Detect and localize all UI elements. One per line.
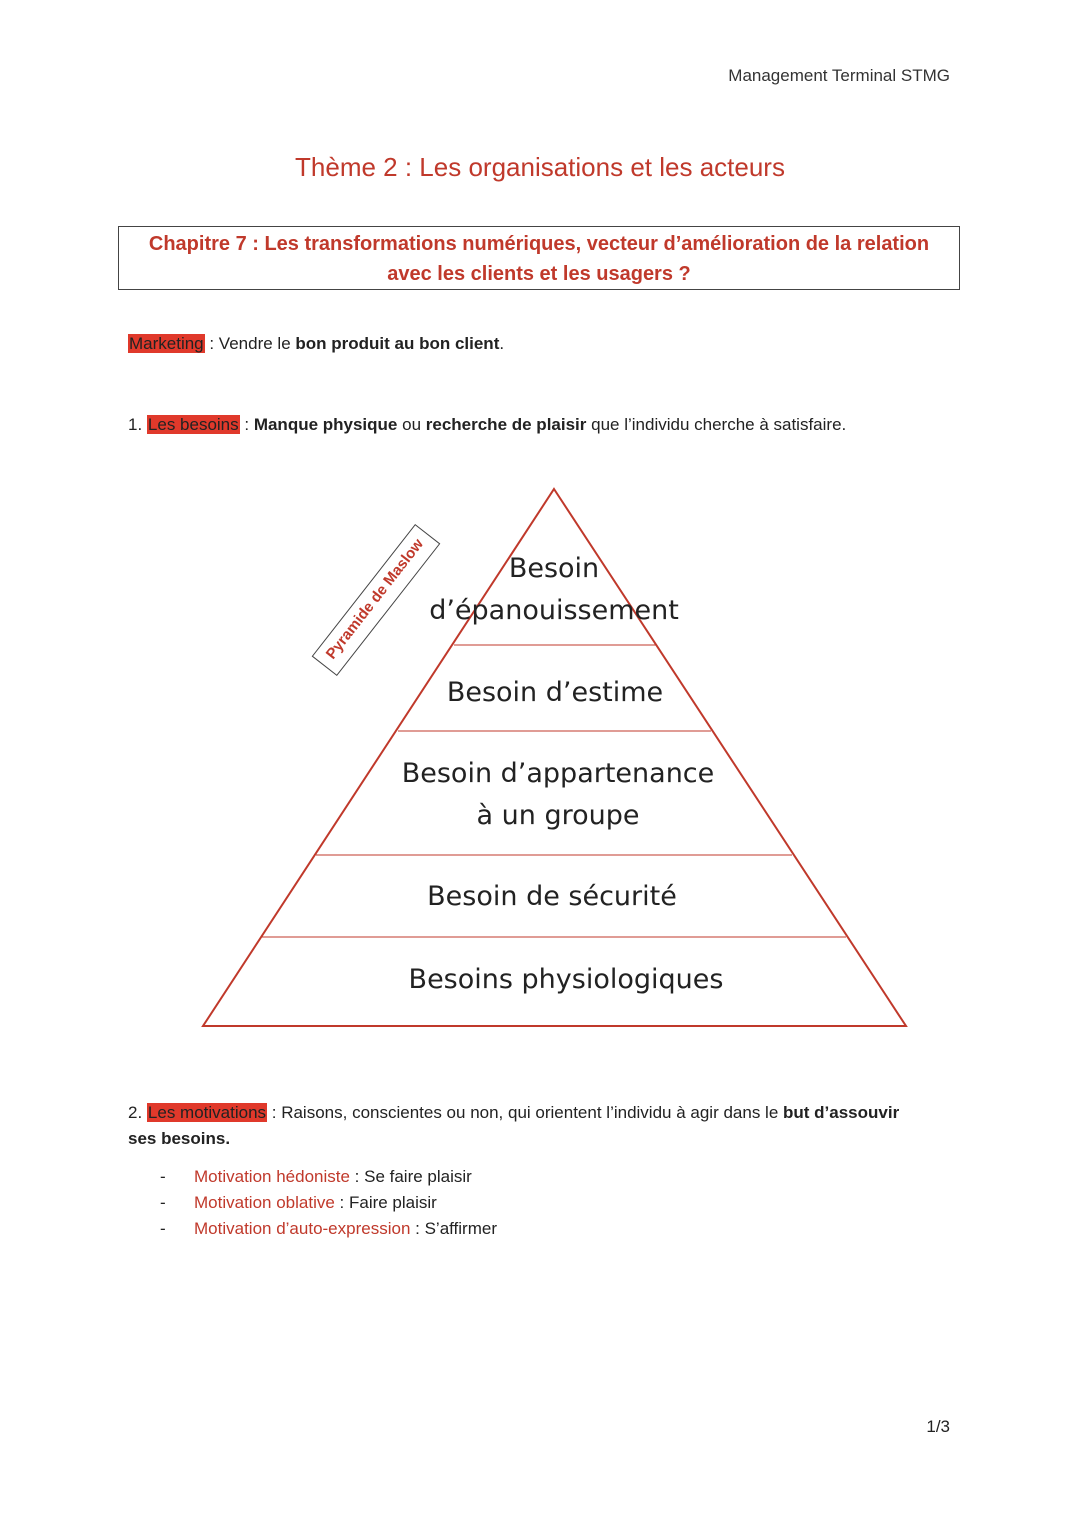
pyramid-level-2: [380, 673, 730, 713]
section1-num: 1.: [128, 415, 147, 434]
pyramid-level-1: [404, 548, 704, 632]
list-dash: -: [160, 1167, 166, 1186]
motivation-list: [150, 1164, 497, 1242]
motivation-desc: : Faire plaisir: [334, 1193, 437, 1212]
section2-num: 2.: [128, 1103, 147, 1122]
pyramid-level-1-line2: d’épanouissement: [429, 595, 679, 626]
list-item: [150, 1216, 497, 1242]
section1-bold2: recherche de plaisir: [425, 415, 587, 434]
motivation-term: Motivation hédoniste: [194, 1167, 350, 1186]
chapter-title-line2: avec les clients et les usagers ?: [387, 263, 691, 285]
section2-term: Les motivations: [147, 1103, 267, 1122]
list-dash: -: [160, 1193, 166, 1212]
section1-term: Les besoins: [147, 415, 239, 434]
motivation-term: Motivation d’auto-expression: [194, 1219, 411, 1238]
list-item: [150, 1164, 497, 1190]
motivation-desc: : S’affirmer: [410, 1219, 497, 1238]
section1-bold1: Manque physique: [253, 415, 398, 434]
motivation-term: Motivation oblative: [194, 1193, 335, 1212]
chapter-title-line1: Chapitre 7 : Les transformations numériques, vecteur d’amélioration de la relation: [148, 233, 930, 255]
theme-title: Thème 2 : Les organisations et les acteurs: [295, 152, 785, 182]
pyramid-level-1-line1: Besoin: [508, 553, 600, 584]
pyramid-level-4-line1: Besoin de sécurité: [427, 881, 677, 912]
list-dash: -: [160, 1219, 166, 1238]
section1-mid: ou: [397, 415, 426, 434]
pyramid-level-3-line2: à un groupe: [476, 800, 640, 831]
section1-sep: :: [239, 415, 254, 434]
section2-sep: : Raisons, conscientes ou non, qui orientent l’individu à agir dans le: [267, 1103, 784, 1122]
pyramid-level-3-line1: Besoin d’appartenance: [401, 758, 715, 789]
section1-end: que l’individu cherche à satisfaire.: [586, 415, 847, 434]
pyramid-level-4: [352, 877, 752, 917]
maslow-tag: Pyramide de Maslow: [312, 524, 441, 676]
pyramid-level-5: [316, 960, 816, 1000]
section2-bold2: ses besoins.: [128, 1129, 231, 1148]
page-number: 1/3: [926, 1417, 950, 1436]
pyramid-level-3: [358, 753, 758, 837]
pyramid-level-2-line1: Besoin d’estime: [446, 677, 664, 708]
course-header: Management Terminal STMG: [728, 66, 950, 85]
marketing-end: .: [499, 334, 505, 353]
section2-definition: [128, 1100, 958, 1152]
marketing-sep: : Vendre le: [204, 334, 296, 353]
motivation-desc: : Se faire plaisir: [349, 1167, 472, 1186]
section2-bold1: but d’assouvir: [783, 1103, 900, 1122]
pyramid-level-5-line1: Besoins physiologiques: [408, 964, 724, 995]
marketing-term: Marketing: [129, 334, 204, 353]
marketing-bold: bon produit au bon client: [295, 334, 500, 353]
list-item: [150, 1190, 497, 1216]
